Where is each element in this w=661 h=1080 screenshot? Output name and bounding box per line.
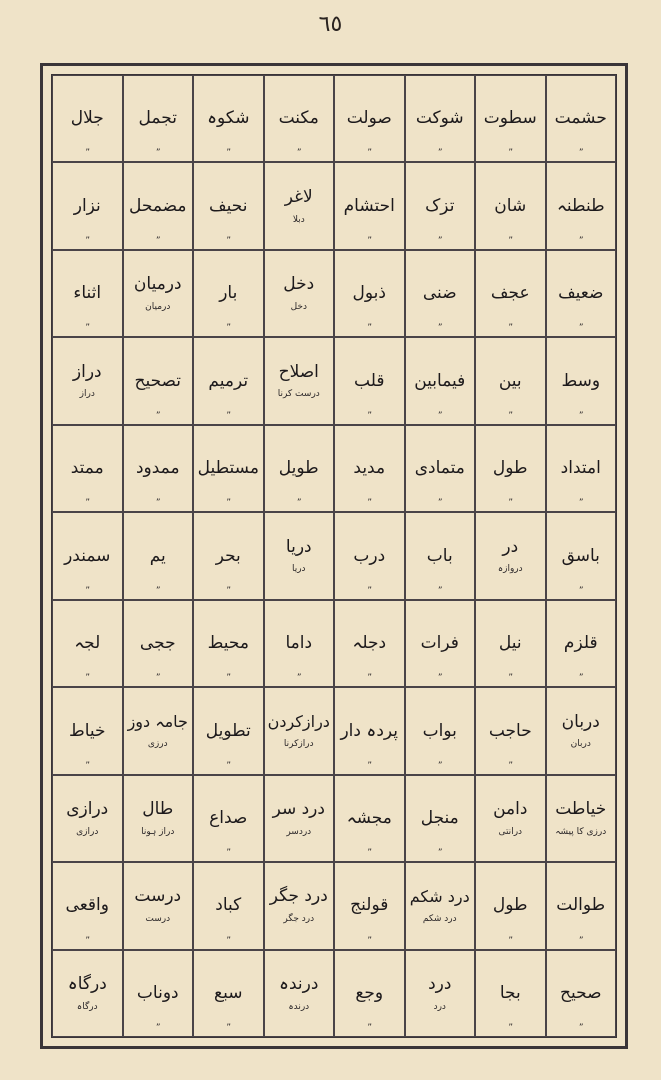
- ditto-mark: [508, 323, 512, 333]
- vocab-word: طول: [492, 458, 528, 479]
- ditto-mark: [508, 761, 512, 771]
- ditto-mark: [85, 936, 89, 946]
- table-cell: [405, 75, 476, 162]
- table-cell: [193, 950, 264, 1037]
- table-cell: [334, 75, 405, 162]
- table-cell: [264, 775, 335, 862]
- table-cell: [52, 337, 123, 424]
- table-cell: [405, 775, 476, 862]
- vocab-word: عجف: [490, 283, 530, 304]
- table-cell: [405, 862, 476, 949]
- table-cell: [123, 775, 194, 862]
- table-cell: [123, 425, 194, 512]
- vocab-word: شکوہ: [207, 108, 250, 129]
- vocab-word: اثناء: [73, 283, 102, 304]
- ditto-mark: [438, 673, 442, 683]
- vocab-word: بحر: [215, 545, 241, 566]
- ditto-mark: [579, 498, 583, 508]
- vocab-word: جامہ دوز: [127, 712, 188, 732]
- vocab-word: ممتد: [70, 458, 104, 479]
- vocab-gloss: دراز ہونا: [141, 826, 175, 837]
- ditto-mark: [85, 323, 89, 333]
- ditto-mark: [226, 761, 230, 771]
- vocab-word: در: [502, 536, 519, 557]
- vocab-word: قولنج: [350, 895, 389, 916]
- vocab-word: درد سر: [272, 799, 325, 819]
- ditto-mark: [579, 236, 583, 246]
- ditto-mark: [226, 323, 230, 333]
- table-cell: [546, 162, 617, 249]
- ditto-mark: [367, 673, 371, 683]
- vocab-word: درد جگر: [269, 886, 328, 907]
- table-cell: [193, 775, 264, 862]
- ditto-mark: [367, 761, 371, 771]
- vocab-word: ضنی: [422, 283, 457, 304]
- vocab-word: درازکردن: [267, 712, 330, 732]
- table-cell: [546, 75, 617, 162]
- ditto-mark: [579, 673, 583, 683]
- vocab-gloss: دریا: [291, 564, 306, 575]
- table-cell: [264, 687, 335, 774]
- ditto-mark: [367, 411, 371, 421]
- table-cell: [405, 337, 476, 424]
- table-cell: [193, 250, 264, 337]
- table-cell: [193, 337, 264, 424]
- ditto-mark: [438, 848, 442, 858]
- ditto-mark: [226, 936, 230, 946]
- vocab-word: احتشام: [343, 195, 395, 216]
- vocab-word: مستطیل: [197, 458, 259, 479]
- vocab-word: حشمت: [554, 108, 607, 129]
- vocab-word: طنطنہ: [556, 195, 605, 216]
- vocab-word: پردہ دار: [340, 720, 399, 741]
- ditto-mark: [226, 236, 230, 246]
- vocab-word: دربان: [561, 711, 600, 732]
- ditto-mark: [367, 236, 371, 246]
- vocab-word: ترمیم: [208, 370, 249, 391]
- table-cell: [193, 75, 264, 162]
- vocabulary-table-frame: [40, 63, 628, 1049]
- vocab-gloss: درد جگر: [283, 914, 315, 925]
- vocab-word: اصلاح: [278, 361, 319, 382]
- vocab-word: سبع: [214, 982, 243, 1003]
- table-cell: [475, 512, 546, 599]
- table-cell: [52, 775, 123, 862]
- vocab-word: دخل: [283, 274, 315, 295]
- vocab-word: درندہ: [279, 973, 319, 994]
- table-cell: [193, 512, 264, 599]
- table-cell: [475, 75, 546, 162]
- table-cell: [52, 162, 123, 249]
- ditto-mark: [438, 411, 442, 421]
- table-cell: [405, 687, 476, 774]
- ditto-mark: [156, 586, 160, 596]
- table-cell: [264, 862, 335, 949]
- table-cell: [193, 687, 264, 774]
- vocab-word: شوکت: [415, 108, 464, 129]
- vocab-word: شان: [494, 195, 527, 216]
- table-cell: [334, 862, 405, 949]
- table-cell: [264, 162, 335, 249]
- ditto-mark: [85, 586, 89, 596]
- ditto-mark: [508, 236, 512, 246]
- vocab-gloss: درزی: [147, 738, 168, 749]
- vocab-word: مجشہ: [346, 808, 392, 828]
- table-cell: [193, 162, 264, 249]
- vocab-word: حاجب: [488, 720, 532, 741]
- table-cell: [475, 425, 546, 512]
- ditto-mark: [579, 148, 583, 158]
- ditto-mark: [297, 498, 301, 508]
- page-number: ٦٥: [318, 12, 343, 37]
- vocab-word: یم: [149, 545, 166, 566]
- vocab-word: دریا: [285, 536, 312, 557]
- ditto-mark: [579, 323, 583, 333]
- table-cell: [264, 950, 335, 1037]
- vocab-word: منجل: [420, 808, 459, 828]
- table-cell: [264, 425, 335, 512]
- table-cell: [546, 600, 617, 687]
- vocab-word: درگاہ: [67, 973, 107, 994]
- table-cell: [546, 512, 617, 599]
- vocab-word: مضمحل: [128, 195, 187, 216]
- vocab-gloss: درست کرنا: [277, 389, 320, 400]
- vocab-gloss: دروازہ: [497, 564, 523, 575]
- table-cell: [334, 687, 405, 774]
- vocab-word: درمیان: [133, 274, 182, 295]
- table-cell: [334, 950, 405, 1037]
- vocab-gloss: درد شکم: [422, 913, 457, 924]
- vocab-word: بجا: [499, 982, 521, 1003]
- table-cell: [546, 775, 617, 862]
- vocab-word: لجہ: [74, 633, 101, 654]
- vocab-gloss: دربان: [570, 739, 591, 750]
- vocab-word: صداع: [209, 808, 248, 828]
- table-cell: [52, 250, 123, 337]
- table-cell: [123, 600, 194, 687]
- vocab-word: خیاطت: [555, 799, 607, 819]
- vocab-word: باب: [426, 545, 453, 566]
- vocab-word: بواب: [422, 720, 457, 741]
- ditto-mark: [438, 148, 442, 158]
- table-cell: [405, 950, 476, 1037]
- table-cell: [264, 512, 335, 599]
- table-cell: [123, 75, 194, 162]
- ditto-mark: [579, 1023, 583, 1033]
- table-cell: [546, 687, 617, 774]
- vocab-gloss: دخل: [290, 301, 307, 312]
- ditto-mark: [156, 1023, 160, 1033]
- vocab-word: بار: [219, 283, 238, 304]
- vocab-word: لاغر: [284, 186, 313, 207]
- ditto-mark: [85, 236, 89, 246]
- vocab-gloss: درگاہ: [76, 1001, 98, 1012]
- vocab-word: طال: [142, 799, 174, 819]
- vocab-word: جلال: [70, 108, 104, 129]
- ditto-mark: [85, 148, 89, 158]
- ditto-mark: [508, 411, 512, 421]
- vocab-gloss: درندہ: [288, 1001, 310, 1012]
- vocab-word: نزار: [73, 195, 101, 216]
- vocab-word: واقعی: [65, 895, 109, 916]
- vocab-word: باسق: [561, 545, 600, 566]
- ditto-mark: [156, 673, 160, 683]
- ditto-mark: [367, 498, 371, 508]
- table-cell: [123, 687, 194, 774]
- table-cell: [52, 600, 123, 687]
- vocab-word: فرات: [420, 633, 459, 654]
- table-cell: [475, 950, 546, 1037]
- table-cell: [546, 250, 617, 337]
- vocab-word: صولت: [346, 108, 392, 129]
- table-cell: [52, 862, 123, 949]
- table-cell: [475, 775, 546, 862]
- vocab-word: دوناب: [136, 982, 179, 1003]
- table-cell: [405, 162, 476, 249]
- vocab-word: طول: [492, 895, 528, 916]
- ditto-mark: [85, 498, 89, 508]
- vocab-word: درست: [134, 886, 182, 907]
- ditto-mark: [508, 498, 512, 508]
- table-cell: [334, 512, 405, 599]
- ditto-mark: [367, 323, 371, 333]
- vocab-word: وجع: [355, 982, 384, 1003]
- table-cell: [52, 512, 123, 599]
- table-cell: [334, 600, 405, 687]
- vocab-word: محیط: [207, 633, 249, 654]
- vocab-word: دجلہ: [352, 633, 387, 654]
- table-cell: [334, 425, 405, 512]
- table-cell: [334, 250, 405, 337]
- vocab-word: درازی: [66, 799, 109, 819]
- table-cell: [264, 250, 335, 337]
- vocab-word: تزک: [425, 195, 455, 216]
- ditto-mark: [226, 498, 230, 508]
- table-cell: [475, 687, 546, 774]
- ditto-mark: [508, 1023, 512, 1033]
- table-cell: [52, 425, 123, 512]
- vocab-word: ممدود: [135, 458, 180, 479]
- vocab-word: دامن: [493, 799, 528, 819]
- table-cell: [123, 337, 194, 424]
- vocab-word: بین: [498, 370, 522, 391]
- vocab-gloss: دردسر: [286, 826, 312, 837]
- vocab-gloss: درازکرنا: [283, 738, 314, 749]
- table-cell: [475, 337, 546, 424]
- table-cell: [123, 950, 194, 1037]
- vocab-word: طوالت: [556, 895, 606, 916]
- ditto-mark: [438, 586, 442, 596]
- ditto-mark: [508, 148, 512, 158]
- table-cell: [52, 687, 123, 774]
- vocab-word: ججی: [139, 633, 176, 654]
- ditto-mark: [367, 848, 371, 858]
- table-cell: [546, 950, 617, 1037]
- ditto-mark: [226, 411, 230, 421]
- table-cell: [546, 425, 617, 512]
- ditto-mark: [508, 673, 512, 683]
- ditto-mark: [438, 323, 442, 333]
- table-cell: [123, 512, 194, 599]
- vocab-word: سطوت: [483, 108, 537, 129]
- table-cell: [123, 250, 194, 337]
- vocab-word: طویل: [278, 458, 319, 479]
- table-cell: [405, 425, 476, 512]
- vocab-gloss: درانتی: [498, 826, 523, 837]
- table-cell: [123, 862, 194, 949]
- table-cell: [123, 162, 194, 249]
- vocab-word: تجمل: [138, 108, 177, 129]
- table-cell: [334, 775, 405, 862]
- vocab-word: نیل: [498, 633, 522, 654]
- vocab-word: تصحیح: [134, 370, 182, 391]
- vocab-word: درب: [353, 545, 386, 566]
- ditto-mark: [367, 586, 371, 596]
- table-cell: [546, 862, 617, 949]
- ditto-mark: [367, 936, 371, 946]
- vocab-word: امتداد: [560, 458, 601, 479]
- ditto-mark: [367, 148, 371, 158]
- ditto-mark: [297, 148, 301, 158]
- table-cell: [334, 162, 405, 249]
- vocab-gloss: دبلا: [292, 214, 305, 225]
- vocab-word: مدید: [353, 458, 386, 479]
- vocab-word: دراز: [72, 361, 102, 382]
- vocab-gloss: درازی: [76, 826, 99, 837]
- table-cell: [405, 250, 476, 337]
- vocab-word: صحیح: [560, 982, 602, 1003]
- ditto-mark: [226, 848, 230, 858]
- table-cell: [475, 162, 546, 249]
- vocab-gloss: دراز: [79, 389, 95, 400]
- ditto-mark: [579, 411, 583, 421]
- ditto-mark: [226, 148, 230, 158]
- vocab-word: قلب: [354, 370, 385, 391]
- vocab-gloss: درست: [145, 914, 171, 925]
- vocab-word: درد شکم: [409, 887, 470, 906]
- table-cell: [475, 862, 546, 949]
- table-cell: [546, 337, 617, 424]
- vocab-word: ضعیف: [558, 283, 604, 304]
- ditto-mark: [156, 498, 160, 508]
- ditto-mark: [226, 673, 230, 683]
- ditto-mark: [579, 936, 583, 946]
- table-cell: [405, 600, 476, 687]
- table-cell: [475, 250, 546, 337]
- vocab-word: داما: [285, 633, 313, 654]
- table-cell: [52, 950, 123, 1037]
- vocabulary-table: [51, 74, 617, 1038]
- vocab-word: قلزم: [563, 633, 598, 654]
- ditto-mark: [508, 936, 512, 946]
- ditto-mark: [85, 673, 89, 683]
- table-cell: [193, 600, 264, 687]
- ditto-mark: [579, 586, 583, 596]
- vocab-word: فیمابین: [414, 370, 466, 391]
- vocab-word: وسط: [561, 370, 601, 391]
- vocab-word: تطویل: [205, 720, 251, 741]
- table-cell: [475, 600, 546, 687]
- vocab-gloss: درزی کا پیشہ: [555, 826, 607, 837]
- ditto-mark: [297, 673, 301, 683]
- ditto-mark: [226, 586, 230, 596]
- vocab-word: درد: [428, 973, 452, 994]
- ditto-mark: [156, 411, 160, 421]
- table-cell: [405, 512, 476, 599]
- table-cell: [264, 337, 335, 424]
- ditto-mark: [226, 1023, 230, 1033]
- vocab-gloss: درمیان: [145, 301, 171, 312]
- vocab-gloss: درد: [433, 1001, 446, 1012]
- table-cell: [264, 75, 335, 162]
- table-cell: [193, 425, 264, 512]
- ditto-mark: [438, 498, 442, 508]
- ditto-mark: [156, 148, 160, 158]
- ditto-mark: [438, 761, 442, 771]
- vocab-word: مکنت: [278, 108, 319, 129]
- table-cell: [193, 862, 264, 949]
- vocab-word: متمادی: [414, 458, 465, 479]
- table-cell: [334, 337, 405, 424]
- ditto-mark: [367, 1023, 371, 1033]
- vocab-word: ذبول: [352, 283, 386, 304]
- table-cell: [52, 75, 123, 162]
- vocab-word: نحیف: [209, 195, 248, 216]
- vocab-word: کباد: [215, 895, 242, 916]
- ditto-mark: [156, 236, 160, 246]
- ditto-mark: [85, 761, 89, 771]
- ditto-mark: [438, 236, 442, 246]
- table-cell: [264, 600, 335, 687]
- vocab-word: سمندر: [64, 545, 111, 566]
- vocab-word: خیاط: [68, 720, 106, 741]
